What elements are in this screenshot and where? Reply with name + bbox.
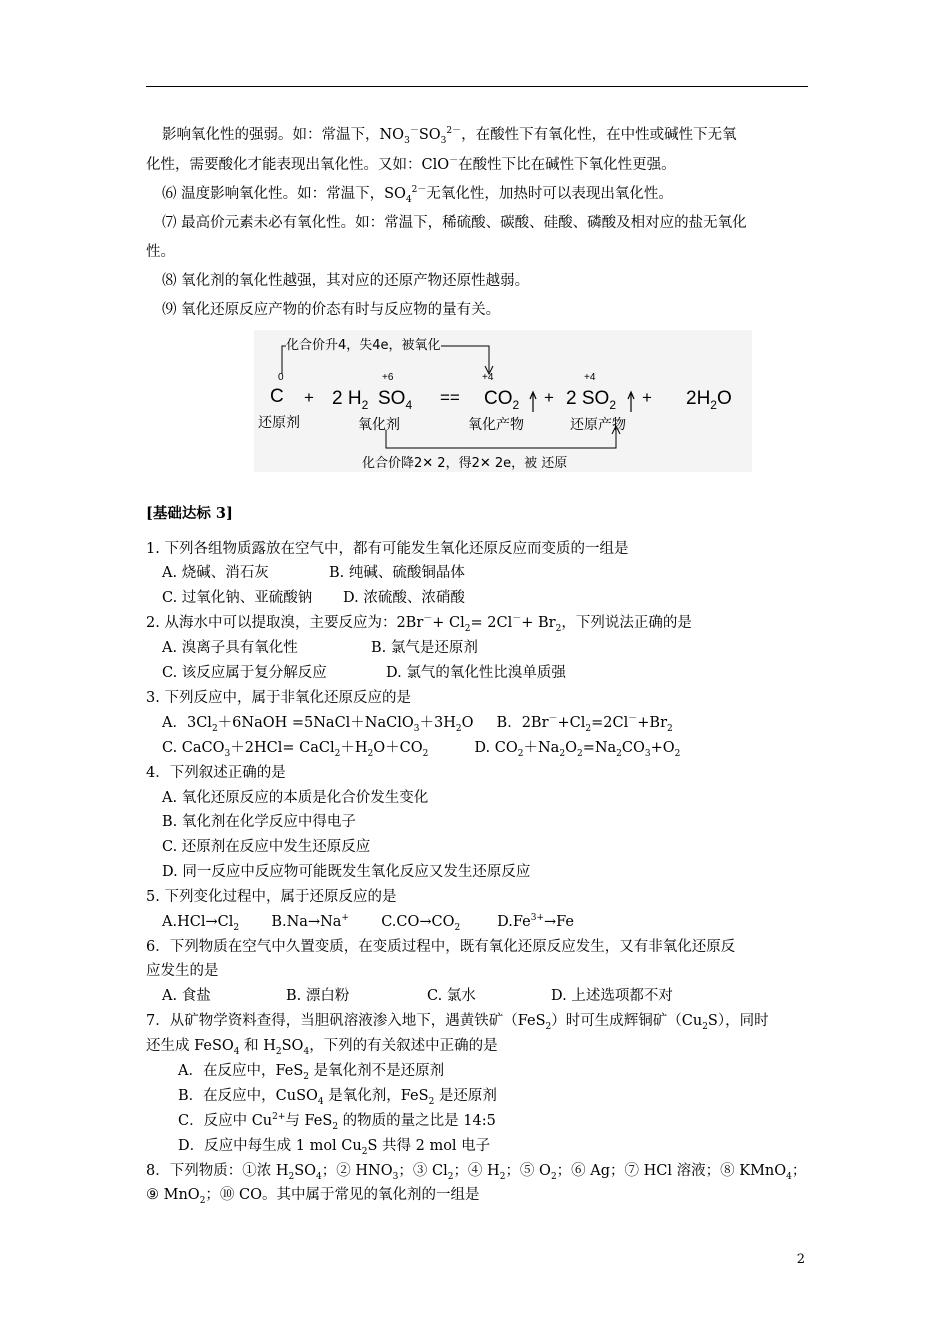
question-7-option-c: C．反应中 $Cu^{2+}$与 FeS$_2$ 的物质的量之比是 14:5 xyxy=(178,1112,496,1132)
s-oxidation-state: +6 xyxy=(382,372,394,383)
oxidation-product-label: 氧化产物 xyxy=(468,417,524,433)
intro-line-1: 影响氧化性的强弱。如：常温下，$NO_3^-SO_3^{2-}$，在酸性下有氧化性，在中性或碱性下无氧 xyxy=(162,126,737,146)
sulfuric-acid: 2 $H_2$ xyxy=(332,388,369,412)
reducing-agent-label: 还原剂 xyxy=(258,415,300,431)
sulfur-dioxide: 2 $SO_2$ xyxy=(566,388,616,412)
c-oxidation-state: 0 xyxy=(278,372,284,383)
question-4-option-d: D. 同一反应中反应物可能既发生氧化反应又发生还原反应 xyxy=(162,864,531,880)
page-number: 2 xyxy=(796,1252,805,1267)
question-6-options: A. 食盐 B. 漂白粉 C. 氯水 D. 上述选项都不对 xyxy=(162,988,673,1004)
question-6-cont: 应发生的是 xyxy=(146,963,219,979)
water: $2H_2O$ xyxy=(686,388,732,412)
question-8: 8．下列物质：①浓 $H_2SO_4$；② $HNO_3$；③ $Cl_2$；④ $H_2$；⑤ $O_2$；⑥ Ag；⑦ HCl 溶液；⑧ KMnO$_4$； xyxy=(146,1163,807,1182)
carbon-dioxide: $CO_2$ xyxy=(484,388,520,412)
equals-sign: == xyxy=(440,388,460,407)
point-7: ⑺ 最高价元素未必有氧化性。如：常温下，稀硫酸、碳酸、硅酸、磷酸及相对应的盐无氧化 xyxy=(162,215,747,231)
question-7-option-b: B．在反应中，CuSO$_4$ 是氧化剂，FeS$_2$ 是还原剂 xyxy=(178,1088,497,1107)
reduction-label: 化合价降2✕ 2，得2✕ 2e，被 还原 xyxy=(362,452,567,471)
question-2-options-row2: C. 该反应属于复分解反应 D. 氯气的氧化性比溴单质强 xyxy=(162,665,566,681)
point-8: ⑻ 氧化剂的氧化性越强，其对应的还原产物还原性越弱。 xyxy=(162,273,530,289)
question-5-options: $A.HCl\to Cl_2$ B.Na→Na+ $C.CO\to CO_2$ $D.Fe^{3+}\to Fe$ xyxy=(162,913,575,933)
co2-oxidation-state: +4 xyxy=(482,372,494,383)
question-1-options-row1: A. 烧碱、消石灰 B. 纯碱、硫酸铜晶体 xyxy=(162,565,465,581)
header-rule xyxy=(146,86,808,87)
plus-sign: + xyxy=(544,388,554,407)
question-4-option-c: C. 还原剂在反应中发生还原反应 xyxy=(162,839,371,855)
question-1: 1. 下列各组物质露放在空气中，都有可能发生氧化还原反应而变质的一组是 xyxy=(146,541,629,557)
question-2: 2. 从海水中可以提取溴，主要反应为：$2Br^-+ Cl_2= 2Cl^-+ Br_2$，下列说法正确的是 xyxy=(146,614,692,634)
question-1-options-row2: C. 过氧化钠、亚硫酸钠 D. 浓硫酸、浓硝酸 xyxy=(162,590,465,606)
question-3-options-row2: C. CaCO$_3$＋2HCl= $CaCl_2+H_2O+CO_2$ D. $CO_2+Na_2O_2=Na_2CO_3+O_2$ xyxy=(162,740,681,759)
section-heading: [基础达标 3] xyxy=(146,505,233,522)
oxidation-label: 化合价升4，失4e，被氧化 xyxy=(286,334,441,353)
reduction-product-label: 还原产物 xyxy=(570,417,626,433)
question-7-cont: 还生成 FeSO$_4$ 和 $H_2SO_4$，下列的有关叙述中正确的是 xyxy=(146,1038,498,1057)
question-8-cont: ⑨ MnO$_2$；⑩ CO。其中属于常见的氧化剂的一组是 xyxy=(146,1187,480,1206)
question-7: 7．从矿物学资料查得，当胆矾溶液渗入地下，遇黄铁矿（FeS$_2$）时可生成辉铜矿$(Cu_2S)$，同时 xyxy=(146,1013,769,1032)
question-3: 3. 下列反应中，属于非氧化还原反应的是 xyxy=(146,690,411,706)
question-2-options-row1: A. 溴离子具有氧化性 B. 氯气是还原剂 xyxy=(162,640,478,656)
question-4-option-b: B. 氧化剂在化学反应中得电子 xyxy=(162,814,356,830)
question-4: 4．下列叙述正确的是 xyxy=(146,765,286,781)
point-7-cont: 性。 xyxy=(146,244,175,260)
question-3-options-row1: A．$3Cl_2+6NaOH$ $=5NaCl+NaClO_3+3H_2O$ B．$2Br^-+Cl_2=2Cl^-+Br_2$ xyxy=(162,714,673,734)
plus-sign: + xyxy=(642,388,652,407)
question-5: 5. 下列变化过程中，属于还原反应的是 xyxy=(146,889,397,905)
sulfate: $SO_4$ xyxy=(378,388,413,412)
point-9: ⑼ 氧化还原反应产物的价态有时与反应物的量有关。 xyxy=(162,302,501,318)
redox-electron-transfer-diagram xyxy=(254,330,752,472)
intro-line-2: 化性，需要酸化才能表现出氧化性。又如：ClO－在酸性下比在碱性下氧化性更强。 xyxy=(146,156,676,173)
so2-oxidation-state: +4 xyxy=(584,372,596,383)
question-4-option-a: A. 氧化还原反应的本质是化合价发生变化 xyxy=(162,790,429,806)
question-6: 6．下列物质在空气中久置变质，在变质过程中，既有氧化还原反应发生，又有非氧化还原反 xyxy=(146,939,736,955)
question-7-option-a: A．在反应中，FeS$_2$ 是氧化剂不是还原剂 xyxy=(178,1063,445,1082)
carbon: C xyxy=(270,386,284,407)
question-7-option-d: D．反应中每生成 1 mol $Cu_2S$ 共得 2 mol 电子 xyxy=(178,1138,491,1157)
oxidizing-agent-label: 氧化剂 xyxy=(358,417,400,433)
plus-sign: + xyxy=(304,388,314,407)
point-6: ⑹ 温度影响氧化性。如：常温下，$SO_4^{2-}$无氧化性，加热时可以表现出氧化性。 xyxy=(162,185,673,205)
